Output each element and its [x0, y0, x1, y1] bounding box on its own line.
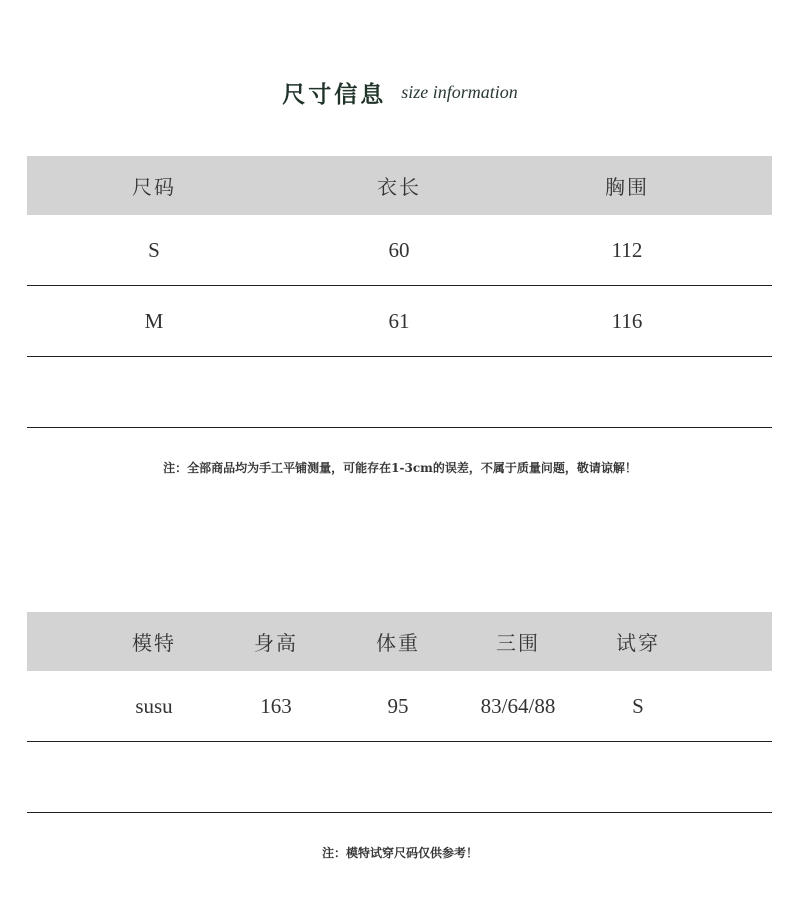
- table-row: [27, 671, 772, 742]
- size-note: 注：全部商品均为手工平铺测量，可能存在1-3cm的误差，不属于质量问题，敬请谅解！: [163, 461, 637, 475]
- chest-cell: 112: [611, 237, 643, 262]
- size-table: [27, 156, 772, 428]
- model-table: [27, 612, 772, 813]
- chest-cell: 116: [611, 308, 643, 333]
- model-table-header: [27, 612, 772, 671]
- table-row-empty: [27, 357, 772, 428]
- size-header-chest: 胸围: [605, 175, 649, 199]
- model-header-weight: 体重: [376, 631, 420, 655]
- model-tried-size-cell: [558, 742, 718, 812]
- length-cell: 60: [388, 237, 410, 262]
- model-tried-size-cell: S: [632, 693, 644, 718]
- model-name-cell: susu: [135, 693, 173, 718]
- page-title: [0, 76, 800, 109]
- chest-cell: [547, 357, 707, 427]
- table-row-empty: [27, 742, 772, 813]
- size-header-length: 衣长: [377, 175, 421, 199]
- model-header-height: 身高: [254, 631, 298, 655]
- model-header-name: 模特: [132, 631, 176, 655]
- size-cell: [74, 357, 234, 427]
- table-row: [27, 215, 772, 286]
- length-cell: [319, 357, 479, 427]
- size-cell: S: [148, 237, 160, 262]
- model-weight-cell: 95: [387, 693, 409, 718]
- size-header-size: 尺码: [132, 175, 176, 199]
- model-height-cell: 163: [260, 693, 292, 718]
- model-note: 注：模特试穿尺码仅供参考！: [321, 846, 478, 860]
- model-header-measurements: 三围: [496, 631, 540, 655]
- length-cell: 61: [388, 308, 410, 333]
- size-table-header: [27, 156, 772, 215]
- model-measurements-cell: 83/64/88: [480, 693, 556, 718]
- title-chinese: 尺寸信息: [282, 81, 387, 108]
- model-header-tried-size: 试穿: [616, 631, 660, 655]
- table-row: [27, 286, 772, 357]
- size-cell: M: [144, 308, 164, 333]
- title-english: size information: [401, 82, 518, 102]
